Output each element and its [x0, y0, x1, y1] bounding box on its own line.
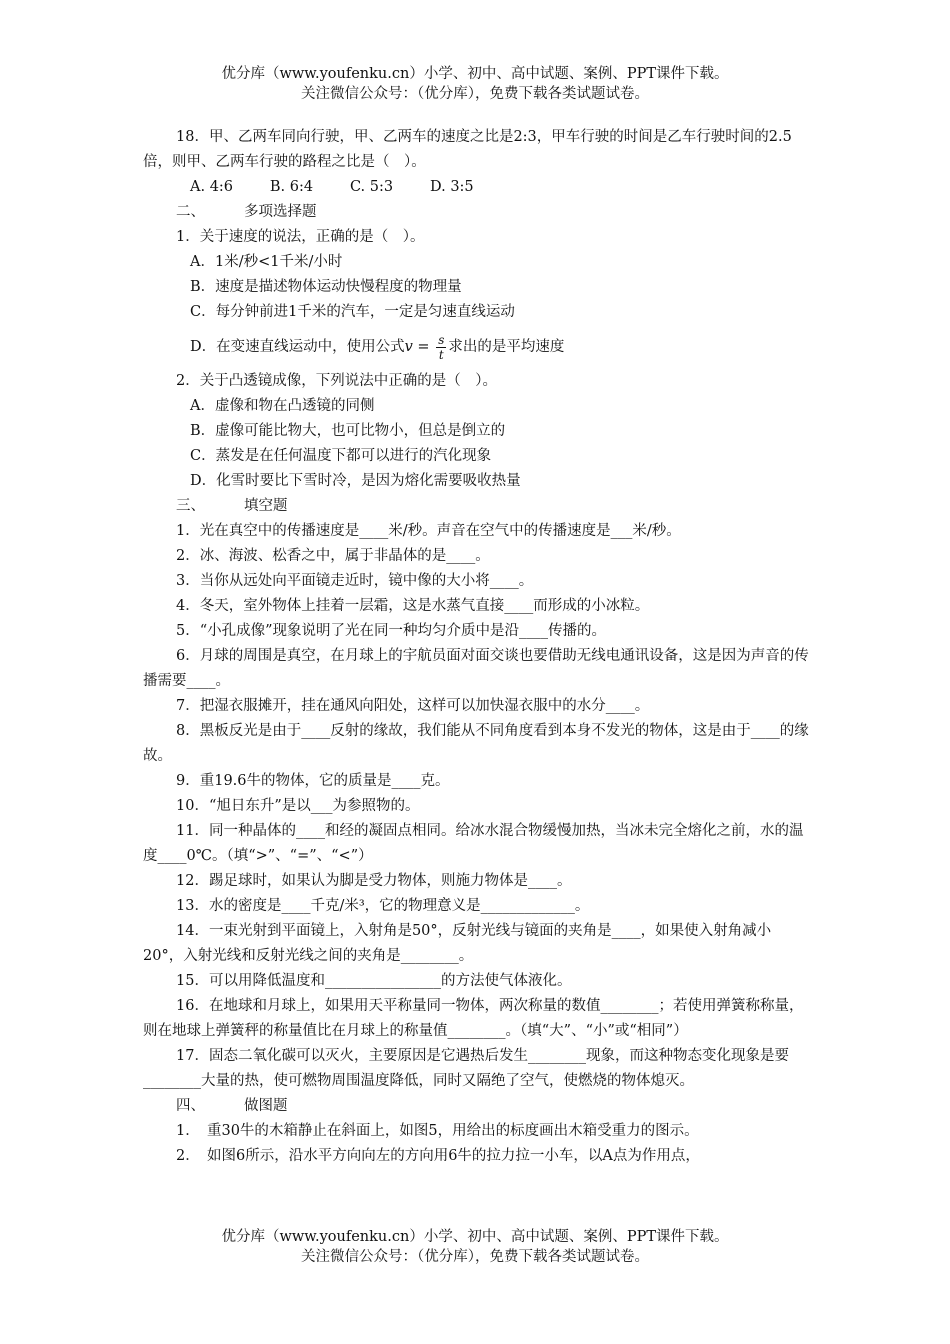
- mc-q2-option-d: D．化雪时要比下雪时冷，是因为熔化需要吸收热量: [190, 473, 521, 489]
- section-4-title: 做图题: [244, 1098, 288, 1114]
- fill-blank-1: 1．光在真空中的传播速度是____米/秒。声音在空气中的传播速度是___米/秒。: [176, 523, 681, 539]
- fill-blank-15: 15．可以用降低温度和________________的方法使气体液化。: [176, 973, 572, 989]
- section-2-number: 二、: [176, 204, 205, 220]
- fill-blank-12: 12．踢足球时，如果认为脚是受力物体，则施力物体是____。: [176, 873, 572, 889]
- fill-blank-13: 13．水的密度是____千克/米³，它的物理意义是_____________。: [176, 898, 590, 914]
- drawing-question-1: 1． 重30牛的木箱静止在斜面上，如图5，用给出的标度画出木箱受重力的图示。: [176, 1123, 699, 1139]
- section-2-title: 多项选择题: [244, 204, 317, 220]
- fill-blank-7: 7．把湿衣服摊开，挂在通风向阳处，这样可以加快湿衣服中的水分____。: [176, 698, 650, 714]
- mc-question-1: 1．关于速度的说法，正确的是（ ）。: [176, 229, 425, 245]
- footer-line-1: 优分库（www.youfenku.cn）小学、初中、高中试题、案例、PPT课件下载。: [221, 1229, 729, 1245]
- question-18: 18．甲、乙两车同向行驶，甲、乙两车的速度之比是2:3，甲车行驶的时间是乙车行驶时间的2.5倍，则甲、乙两车行驶的路程之比是（ ）。: [143, 129, 792, 170]
- header-line-1: 优分库（www.youfenku.cn）小学、初中、高中试题、案例、PPT课件下载。: [221, 66, 729, 82]
- section-2-heading: [143, 200, 810, 225]
- section-3-heading: [143, 494, 810, 519]
- fill-blank-14: 14．一束光射到平面镜上，入射角是50°，反射光线与镜面的夹角是____，如果使入射角减小20°，入射光线和反射光线之间的夹角是________。: [143, 923, 772, 964]
- drawing-question-2: 2． 如图6所示，沿水平方向向左的方向用6牛的拉力拉一小车，以A点为作用点，: [176, 1148, 700, 1164]
- mc-q1-option-a: A．1米/秒<1千米/小时: [190, 254, 343, 270]
- fill-blank-5: 5．“小孔成像”现象说明了光在同一种均匀介质中是沿____传播的。: [176, 623, 607, 639]
- document-body: [143, 125, 810, 1169]
- formula-numerator: s: [438, 332, 445, 347]
- formula-denominator: t: [438, 347, 444, 362]
- fill-blank-3: 3．当你从远处向平面镜走近时，镜中像的大小将____。: [176, 573, 534, 589]
- option-d-suffix: 求出的是平均速度: [448, 339, 565, 355]
- fill-blank-16: 16．在地球和月球上，如果用天平称量同一物体，两次称量的数值________；若使用弹簧称称量，则在地球上弹簧秤的称量值比在月球上的称量值________。（填“大”、“小”或“相同”）: [143, 998, 804, 1039]
- mc-q1-option-c: C．每分钟前进1千米的汽车，一定是匀速直线运动: [190, 304, 515, 320]
- footer-line-2: 关注微信公众号：（优分库），免费下载各类试题试卷。: [301, 1249, 649, 1265]
- formula-velocity: v: [404, 339, 413, 355]
- section-3-number: 三、: [176, 498, 205, 514]
- fill-blank-4: 4．冬天，室外物体上挂着一层霜，这是水蒸气直接____而形成的小冰粒。: [176, 598, 650, 614]
- fill-blank-9: 9．重19.6牛的物体，它的质量是____克。: [176, 773, 450, 789]
- mc-q2-option-c: C．蒸发是在任何温度下都可以进行的汽化现象: [190, 448, 492, 464]
- mc-q2-option-b: B．虚像可能比物大，也可比物小，但总是倒立的: [190, 423, 506, 439]
- option-d-prefix: D．在变速直线运动中，使用公式: [190, 339, 405, 355]
- fill-blank-6: 6．月球的周围是真空，在月球上的宇航员面对面交谈也要借助无线电通讯设备，这是因为声音的传播需要____。: [143, 648, 809, 689]
- page-footer: [0, 1227, 950, 1267]
- formula-fraction: [436, 333, 446, 362]
- fill-blank-11: 11．同一种晶体的____和经的凝固点相同。给冰水混合物缓慢加热，当冰未完全熔化之前，水的温度____0℃。（填“>”、“=”、“<”）: [143, 823, 804, 864]
- mc-q2-option-a: A．虚像和物在凸透镜的同侧: [190, 398, 375, 414]
- formula-equals: =: [412, 339, 435, 355]
- fill-blank-2: 2．冰、海波、松香之中，属于非晶体的是____。: [176, 548, 490, 564]
- header-line-2: 关注微信公众号：（优分库），免费下载各类试题试卷。: [301, 86, 649, 102]
- mc-q1-option-d: [143, 325, 810, 369]
- mc-q1-option-b: B．速度是描述物体运动快慢程度的物理量: [190, 279, 462, 295]
- section-3-title: 填空题: [244, 498, 288, 514]
- fill-blank-17: 17．固态二氧化碳可以灭火，主要原因是它遇热后发生________现象，而这种物态变化现象是要________大量的热，使可燃物周围温度降低，同时又隔绝了空气，使燃烧的物体熄灭。: [143, 1048, 789, 1089]
- question-18-options: A. 4:6 B. 6:4 C. 5:3 D. 3:5: [190, 179, 474, 195]
- section-4-number: 四、: [176, 1098, 205, 1114]
- mc-question-2: 2．关于凸透镜成像，下列说法中正确的是（ ）。: [176, 373, 497, 389]
- section-4-heading: [143, 1094, 810, 1119]
- fill-blank-10: 10．“旭日东升”是以___为参照物的。: [176, 798, 420, 814]
- page-header: [0, 64, 950, 104]
- fill-blank-8: 8．黑板反光是由于____反射的缘故，我们能从不同角度看到本身不发光的物体，这是由于____的缘故。: [143, 723, 809, 764]
